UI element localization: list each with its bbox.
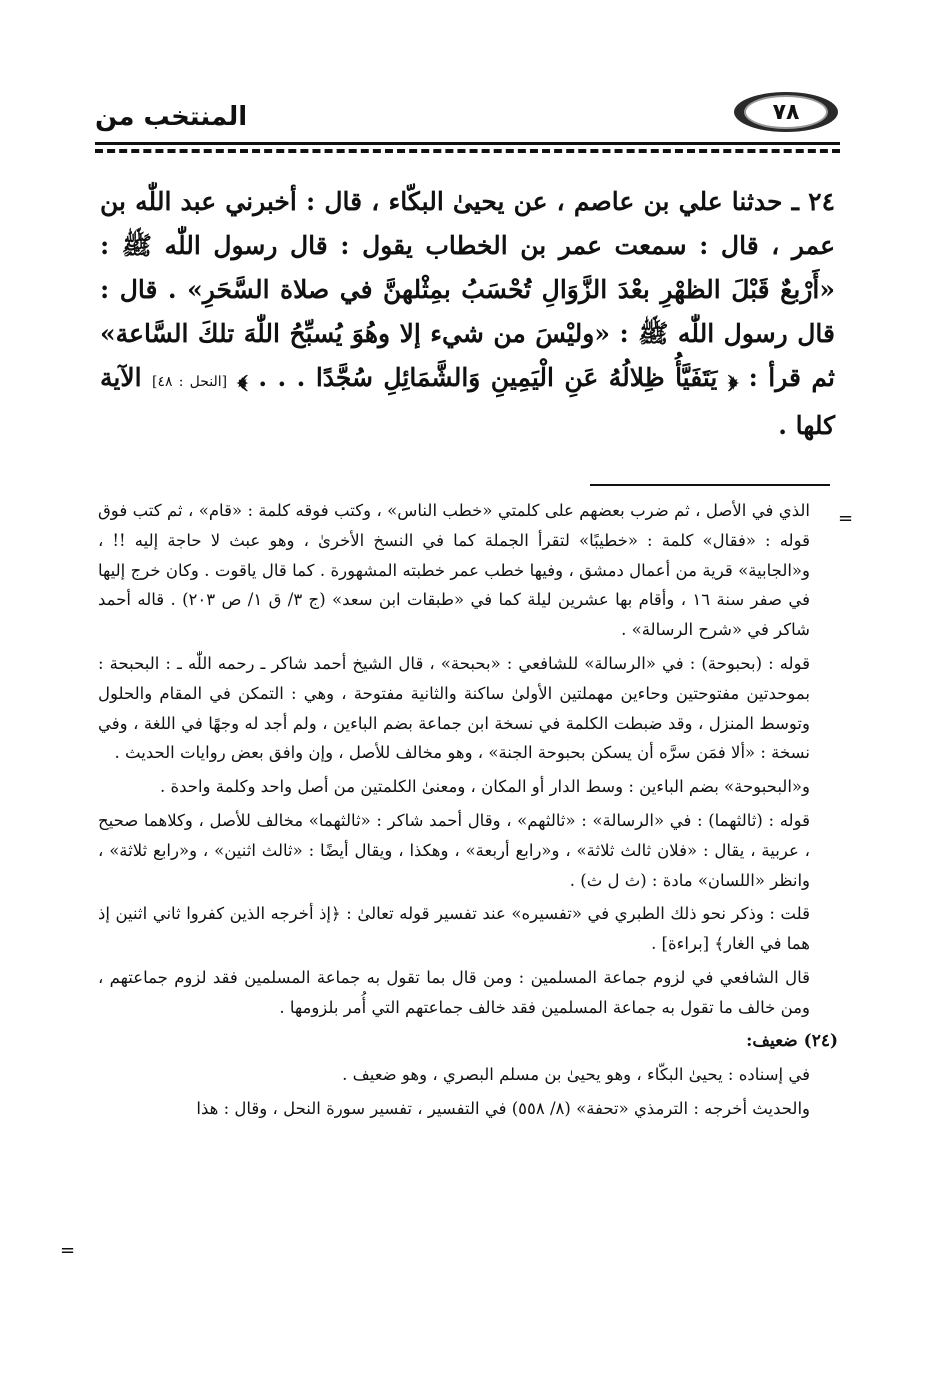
footnotes: [98, 496, 838, 1128]
footnote-paragraph: و«البحبوحة» بضم الباءين : وسط الدار أو المكان ، ومعنىٰ الكلمتين من أصل واحد وكلمة واحدة .: [159, 777, 810, 797]
header-dashed-rule: [95, 149, 840, 153]
footnote-continuation-mark: =: [838, 508, 854, 529]
hadith-quote-1: «أَرْبعٌ قَبْلَ الظهْرِ بعْدَ الزَّوَالِ تُحْسَبُ بمِثْلهنَّ في صلاة السَّحَرِ»: [187, 275, 836, 304]
page-number: ٧٨: [744, 95, 828, 129]
footnote-continuation-mark-bottom: =: [60, 1240, 76, 1261]
grade-paragraph: في إسناده : يحيىٰ البكّاء ، وهو يحيىٰ بن مسلم البصري ، وهو ضعيف .: [342, 1065, 810, 1085]
footnote-paragraph: الذي في الأصل ، ثم ضرب بعضهم على كلمتي «خطب الناس» ، وكتب فوقه كلمة : «قام» ، ثم كتب فوق قوله : «فقال» كلمة : «خطيبًا» لتقرأ الجملة كما في النسخ الأخرىٰ ، وهو عبث لا حاجة إليه !! ، و«الجابية» قرية من أعمال دمشق ، وفيها خطب عمر خطبته المشهورة . كما قال ياقوت . وكان خرج إليها في صفر سنة ١٦ ، وأقام بها عشرين ليلة كما في «طبقات ابن سعد» (ج ٣/ ق ١/ ص ٢٠٣) . قاله أحمد شاكر في «شرح الرسالة» .: [98, 501, 810, 640]
hadith-quote-2: «وليْسَ من شيء إلا وهُوَ يُسبِّحُ اللّٰهَ تلكَ السَّاعة»: [100, 319, 610, 348]
grade-paragraph: والحديث أخرجه : الترمذي «تحفة» (٨/ ٥٥٨) في التفسير ، تفسير سورة النحل ، وقال : هذا: [196, 1099, 810, 1119]
header-rule: [95, 142, 840, 145]
hadith-recitation-intro: ثم قرأ :: [738, 363, 835, 392]
page-header: [95, 92, 840, 142]
hadith-chain: ـ حدثنا علي بن عاصم ، عن يحيىٰ البكّاء ، قال : أخبرني عبد اللّٰه بن عمر ، قال : سمعت عمر بن الخطاب يقول : قال رسول اللّٰه ﷺ :: [100, 187, 835, 260]
quran-citation: [النحل : ٤٨]: [152, 374, 228, 390]
footnote-paragraph: قلت : وذكر نحو ذلك الطبري في «تفسيره» عند تفسير قوله تعالىٰ : ﴿إذ أخرجه الذين كفروا ثاني اثنين إذ هما في الغار﴾ [براءة] .: [98, 904, 810, 954]
hadith-text: [100, 180, 835, 448]
footnote-separator: [590, 484, 830, 486]
footnote-paragraph: قوله : (ثالثهما) : في «الرسالة» : «ثالثهم» ، وقال أحمد شاكر : «ثالثهما» مخالف للأصل ، وكلاهما صحيح ، عربية ، يقال : «فلان ثالث ثلاثة» ، و«رابع أربعة» ، وهكذا ، ويقال أيضًا : «ثالث اثنين» ، و«رابع ثلاثة» ، وانظر «اللسان» مادة : (ث ل ث) .: [98, 810, 810, 890]
grade-heading: (٢٤) ضعيف:: [746, 1030, 838, 1051]
book-title: المنتخب من: [95, 102, 248, 132]
hadith-connector: . قال : قال رسول اللّٰه ﷺ :: [100, 275, 835, 348]
quran-verse: ﴿ يَتَفَيَّأُ ظِلالُهُ عَنِ الْيَمِينِ وَالشَّمَائِلِ سُجَّدًا . . . ﴾: [237, 363, 739, 392]
hadith-number: ٢٤: [808, 187, 835, 216]
footnote-paragraph: قوله : (بحبوحة) : في «الرسالة» للشافعي : «بحبحة» ، قال الشيخ أحمد شاكر ـ رحمه اللّٰه ـ : البحبحة : بموحدتين مفتوحتين وحاءين مهملتين الأولىٰ ساكنة والثانية مفتوحة ، وهي : التمكن في المقام والحلول وتوسط المنزل ، وقد ضبطت الكلمة في نسخة ابن جماعة بضم الباءين ، ولم أجد له وجهًا في اللغة ، وفي نسخة : «ألا فمَن سرَّه أن يسكن بحبوحة الجنة» ، وهو مخالف للأصل ، وإن وافق بعض روايات الحديث .: [98, 653, 810, 763]
hadith-ending: الآية كلها .: [100, 363, 835, 440]
page-number-badge: [734, 92, 838, 132]
hadith-paragraph: [100, 180, 835, 448]
footnote-paragraph: قال الشافعي في لزوم جماعة المسلمين : ومن قال بما تقول به جماعة المسلمين فقد لزوم جماعتهم ، ومن خالف ما تقول به جماعة المسلمين فقد خالف جماعتهم التي أُمر بلزومها .: [98, 967, 810, 1017]
